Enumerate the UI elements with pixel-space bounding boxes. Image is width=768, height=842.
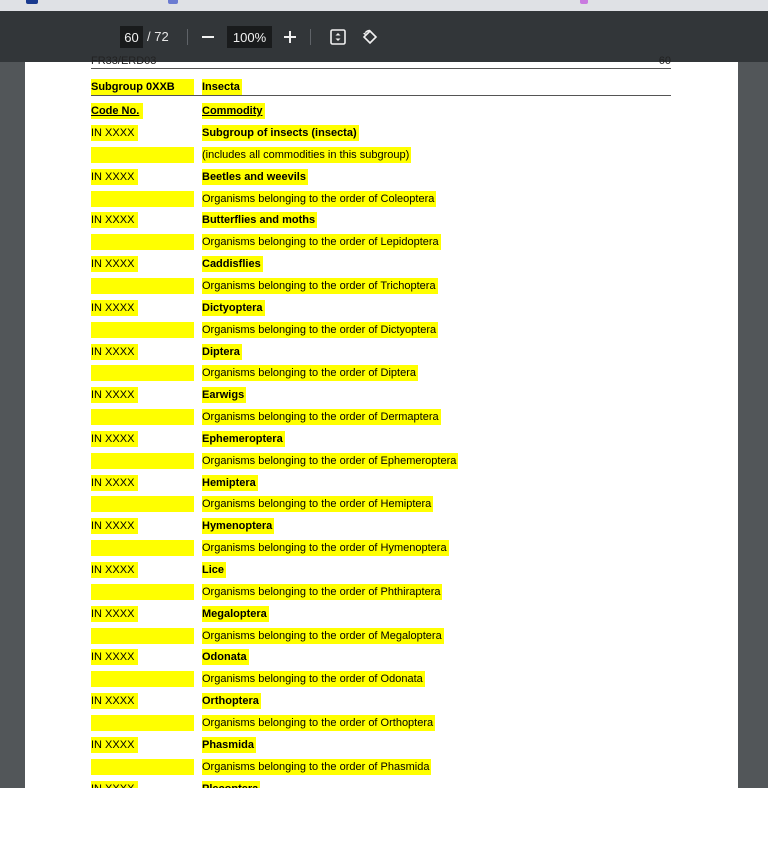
table-row [91, 208, 691, 230]
table-row [91, 230, 691, 252]
table-row [91, 602, 691, 624]
fit-to-page-icon [329, 28, 347, 46]
browser-tab-strip [0, 0, 768, 11]
table-row [91, 580, 691, 602]
table-row [91, 645, 691, 667]
running-header [91, 55, 671, 67]
row-code [91, 147, 194, 163]
row-commodity: Organisms belonging to the order of Diptera [202, 367, 417, 380]
table-row [91, 252, 691, 274]
table-row [91, 187, 691, 209]
row-commodity: Organisms belonging to the order of Dermaptera [202, 411, 439, 424]
row-code [91, 365, 194, 381]
row-code: IN XXXX [91, 649, 138, 665]
row-commodity: Organisms belonging to the order of Phasmida [202, 760, 430, 773]
bottom-blank-area [0, 788, 768, 842]
fit-to-page-button[interactable] [325, 24, 351, 50]
table-row [91, 755, 691, 777]
minus-icon [201, 30, 215, 44]
table-row [91, 449, 691, 471]
row-code [91, 628, 194, 644]
row-commodity: Organisms belonging to the order of Odonata [202, 673, 423, 686]
row-code [91, 496, 194, 512]
column-header-commodity: Commodity [202, 105, 263, 117]
row-commodity: Ephemeroptera [202, 432, 283, 445]
row-code [91, 540, 194, 556]
row-code: IN XXXX [91, 300, 138, 316]
table-row [91, 427, 691, 449]
subgroup-rule [91, 95, 671, 96]
toolbar-divider [187, 29, 188, 45]
row-commodity: Lice [202, 564, 225, 576]
table-row [91, 492, 691, 514]
table-row [91, 558, 691, 580]
tab-indicator[interactable] [580, 0, 588, 4]
toolbar-divider [310, 29, 311, 45]
table-row [91, 667, 691, 689]
header-rule [91, 68, 671, 69]
table-row [91, 296, 691, 318]
rotate-icon [361, 28, 379, 46]
table-row [91, 383, 691, 405]
row-commodity: Odonata [202, 651, 247, 664]
row-code [91, 234, 194, 250]
row-commodity: Butterflies and moths [202, 214, 316, 227]
table-row [91, 471, 691, 493]
row-commodity: Hemiptera [202, 476, 256, 489]
row-commodity: Beetles and weevils [202, 170, 306, 183]
row-code: IN XXXX [91, 256, 138, 272]
table-row [91, 536, 691, 558]
table-row [91, 121, 691, 143]
row-commodity: Megaloptera [202, 607, 267, 620]
row-commodity: Dictyoptera [202, 301, 263, 314]
row-commodity: Organisms belonging to the order of Megaloptera [202, 629, 442, 642]
column-header-code: Code No. [91, 103, 143, 119]
table-row [91, 165, 691, 187]
row-code: IN XXXX [91, 431, 138, 447]
row-commodity: Organisms belonging to the order of Dictyoptera [202, 323, 437, 336]
row-code [91, 584, 194, 600]
row-commodity: Organisms belonging to the order of Ephemeroptera [202, 454, 457, 467]
row-code [91, 715, 194, 731]
row-commodity: Earwigs [202, 389, 245, 402]
table-row [91, 405, 691, 427]
table-row [91, 318, 691, 340]
row-commodity: Subgroup of insects (insecta) [202, 127, 357, 139]
table-row [91, 340, 691, 362]
row-code [91, 409, 194, 425]
pdf-viewer[interactable] [0, 55, 768, 788]
row-commodity: Orthoptera [202, 695, 259, 708]
row-code: IN XXXX [91, 693, 138, 709]
table-row [91, 514, 691, 536]
row-code: IN XXXX [91, 562, 138, 578]
running-header-right: 60 [658, 55, 671, 67]
row-commodity: Hymenoptera [202, 520, 273, 533]
rotate-button[interactable] [357, 24, 383, 50]
row-code: IN XXXX [91, 387, 138, 403]
row-commodity: (includes all commodities in this subgroup) [202, 148, 410, 161]
row-code: IN XXXX [91, 125, 138, 141]
table-row [91, 361, 691, 383]
subgroup-name: Insecta [202, 81, 240, 93]
subgroup-code: Subgroup 0XXB [91, 79, 194, 95]
row-code: IN XXXX [91, 169, 138, 185]
row-commodity: Organisms belonging to the order of Phthiraptera [202, 585, 441, 598]
row-commodity: Organisms belonging to the order of Hemiptera [202, 498, 432, 511]
row-code [91, 191, 194, 207]
row-commodity: Organisms belonging to the order of Lepidoptera [202, 236, 439, 249]
row-code: IN XXXX [91, 606, 138, 622]
subgroup-row [91, 75, 691, 97]
table-row [91, 733, 691, 755]
row-code [91, 453, 194, 469]
row-code: IN XXXX [91, 475, 138, 491]
table-row [91, 274, 691, 296]
row-commodity: Diptera [202, 345, 240, 358]
table-row [91, 711, 691, 733]
table-row [91, 143, 691, 165]
page-total: / 72 [147, 29, 169, 44]
row-code: IN XXXX [91, 212, 138, 228]
running-header-left: FR33/ERD03 [91, 55, 157, 67]
row-code: IN XXXX [91, 518, 138, 534]
row-code [91, 278, 194, 294]
row-commodity: Organisms belonging to the order of Trichoptera [202, 279, 436, 292]
table-row [91, 689, 691, 711]
pdf-page [25, 55, 738, 788]
row-code [91, 322, 194, 338]
zoom-in-button[interactable] [277, 24, 303, 50]
row-commodity: Phasmida [202, 738, 254, 751]
page-number-input[interactable]: 60 [120, 26, 143, 48]
tab-indicator[interactable] [26, 0, 38, 4]
tab-indicator[interactable] [168, 0, 178, 4]
row-code: IN XXXX [91, 737, 138, 753]
row-code: IN XXXX [91, 344, 138, 360]
row-commodity: Organisms belonging to the order of Hymenoptera [202, 542, 447, 555]
row-commodity: Organisms belonging to the order of Coleoptera [202, 192, 435, 205]
row-code [91, 671, 194, 687]
row-commodity: Organisms belonging to the order of Orthoptera [202, 716, 434, 729]
plus-icon [283, 30, 297, 44]
row-commodity: Caddisflies [202, 258, 261, 271]
zoom-level-input[interactable]: 100% [227, 26, 272, 48]
column-header-row [91, 99, 691, 121]
zoom-out-button[interactable] [195, 24, 221, 50]
row-code [91, 759, 194, 775]
table-row [91, 624, 691, 646]
